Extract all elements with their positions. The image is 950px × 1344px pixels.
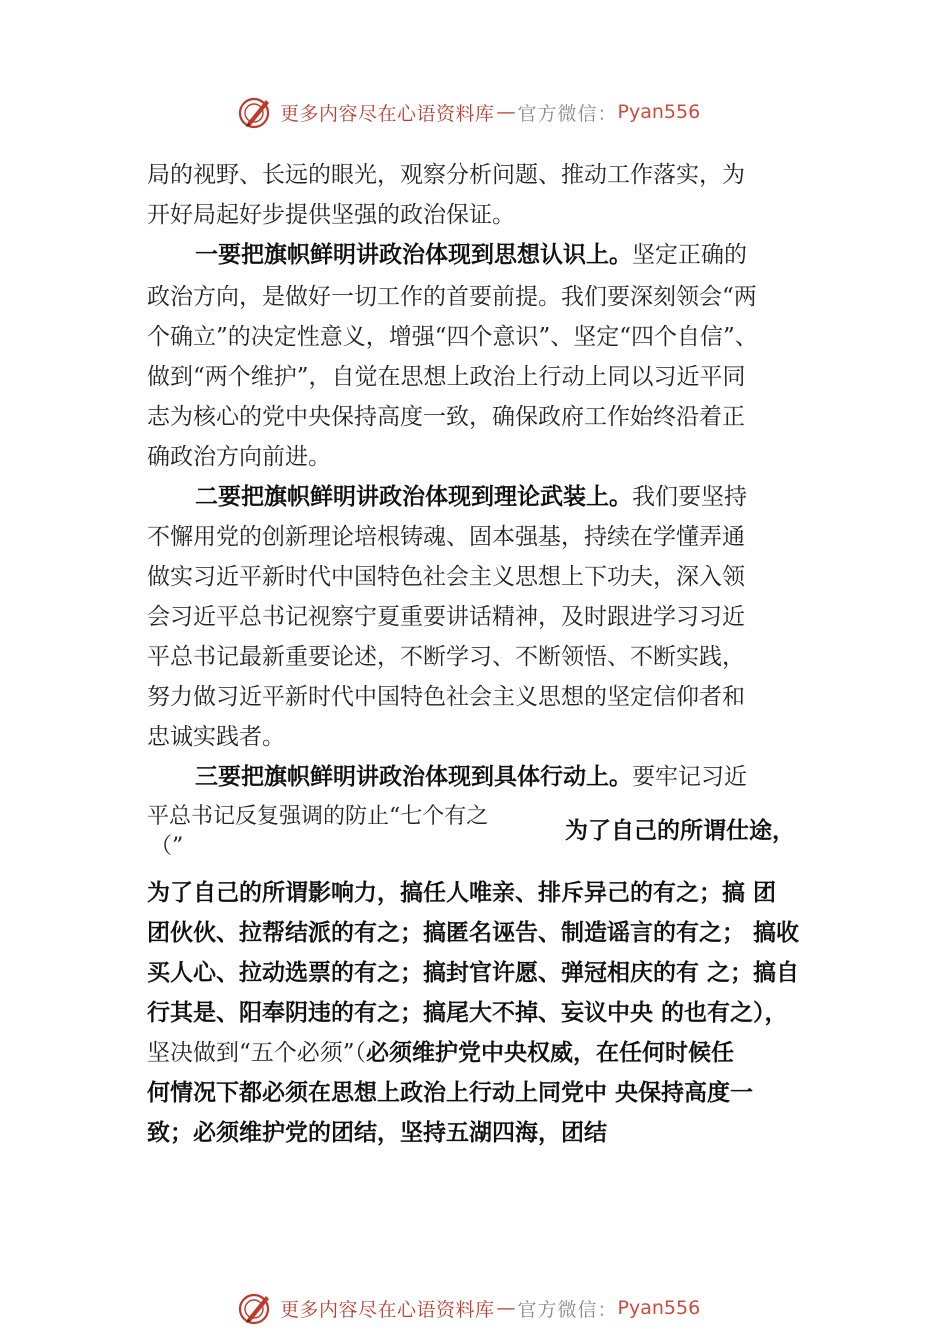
text-line: 团伙伙、拉帮结派的有之；搞匿名诬告、制造谣言的有之； 搞收 bbox=[147, 920, 800, 946]
pen-logo-icon bbox=[238, 1290, 274, 1326]
banner-title: 更多内容尽在心语资料库 bbox=[280, 1298, 495, 1321]
banner-dash: — bbox=[496, 101, 516, 123]
text-line: 确政治方向前进。 bbox=[147, 444, 331, 470]
text-line: （” bbox=[150, 834, 184, 859]
text-line: 政治方向，是做好一切工作的首要前提。我们要深刻领会“两 bbox=[147, 284, 757, 310]
text-line: 行其是、阳奉阴违的有之；搞尾大不掉、妄议中央 的也有之）， bbox=[147, 1000, 788, 1026]
text-line: 买人心、拉动选票的有之；搞封官许愿、弹冠相庆的有 之；搞自 bbox=[147, 960, 800, 986]
text-line: 努力做习近平新时代中国特色社会主义思想的坚定信仰者和 bbox=[147, 684, 745, 710]
banner-wechat-id: Pyan556 bbox=[617, 1297, 701, 1319]
text-line: 个确立”的决定性意义，增强“四个意识”、坚定“四个自信”、 bbox=[147, 324, 758, 350]
banner-wechat-label: 官方微信： bbox=[517, 1298, 618, 1321]
text-line: 平总书记反复强调的防止“七个有之 bbox=[147, 804, 489, 829]
text-line: 为了自己的所谓仕途， bbox=[565, 818, 795, 844]
text-line: 不懈用党的创新理论培根铸魂、固本强基，持续在学懂弄通 bbox=[147, 524, 745, 550]
heading-line: 一要把旗帜鲜明讲政治体现到思想认识上。坚定正确的 bbox=[195, 242, 747, 268]
header-banner bbox=[238, 92, 700, 132]
text-line: 致；必须维护党的团结，坚持五湖四海，团结 bbox=[147, 1120, 607, 1146]
text-line: 做实习近平新时代中国特色社会主义思想上下功夫，深入领 bbox=[147, 564, 745, 590]
heading-line: 二要把旗帜鲜明讲政治体现到理论武装上。我们要坚持 bbox=[195, 484, 747, 510]
heading-line: 三要把旗帜鲜明讲政治体现到具体行动上。要牢记习近 bbox=[195, 764, 747, 790]
text-line: 平总书记最新重要论述，不断学习、不断领悟、不断实践， bbox=[147, 644, 745, 670]
footer-banner bbox=[238, 1288, 700, 1328]
text-line: 坚决做到“五个必须”（必须维护党中央权威，在任何时候任 bbox=[147, 1040, 735, 1066]
text-line: 为了自己的所谓影响力，搞任人唯亲、排斥异己的有之；搞 团 bbox=[147, 880, 777, 906]
text-line: 何情况下都必须在思想上政治上行动上同党中 央保持高度一 bbox=[147, 1080, 754, 1106]
pen-logo-icon bbox=[238, 94, 274, 130]
banner-dash: — bbox=[496, 1297, 516, 1319]
text-line: 局的视野、长远的眼光，观察分析问题、推动工作落实，为 bbox=[147, 162, 745, 188]
banner-title: 更多内容尽在心语资料库 bbox=[280, 102, 495, 125]
text-line: 做到“两个维护”，自觉在思想上政治上行动上同以习近平同 bbox=[147, 364, 746, 390]
text-line: 志为核心的党中央保持高度一致，确保政府工作始终沿着正 bbox=[147, 404, 745, 430]
banner-wechat-id: Pyan556 bbox=[617, 101, 701, 123]
text-line: 开好局起好步提供坚强的政治保证。 bbox=[147, 202, 515, 228]
banner-wechat-label: 官方微信： bbox=[517, 102, 618, 125]
text-line: 会习近平总书记视察宁夏重要讲话精神，及时跟进学习习近 bbox=[147, 604, 745, 630]
text-line: 忠诚实践者。 bbox=[147, 724, 285, 750]
